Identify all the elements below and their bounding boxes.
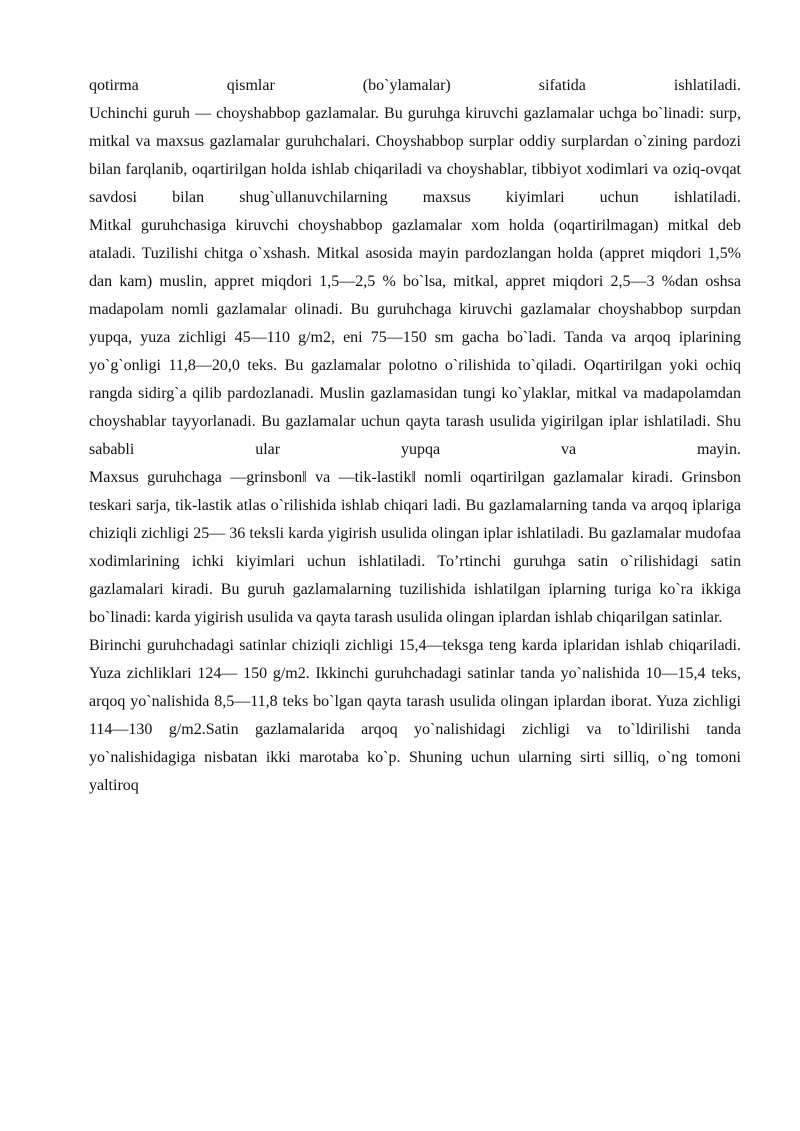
paragraph-4: Maxsus guruhchaga ―grinsbon‖ va ―tik-lastik‖ nomli oqartirilgan gazlamalar kiradi. Grinsbon teskari sarja, tik-lastik atlas o`rilishida ishlab chiqari ladi. Bu gazlamalarning tanda va arqoq iplariga chiziqli zichligi 25— 36 teksli karda yigirish usulida olingan iplar ishlatiladi. Bu gazlamalar mudofaa xodimlarining ichki kiyimlari uchun ishlatiladi. To’rtinchi guruhga satin o`rilishidagi satin gazlamalari kiradi. Bu guruh gazlamalarning tuzilishida ishlatilgan iplarning turiga ko`ra ikkiga bo`linadi: karda yigirish usulida va qayta tarash usulida olingan iplardan ishlab chiqarilgan satinlar. <box>89 469 741 626</box>
paragraph-3: Mitkal guruhchasiga kiruvchi choyshabbop gazlamalar xom holda (oqartirilmagan) mitkal deb ataladi. Tuzilishi chitga o`xshash. Mitkal asosida mayin pardozlangan holda (appret miqdori 1,5% dan kam) muslin, appret miqdori 1,5—2,5 % bo`lsa, mitkal, appret miqdori 2,5—3 %dan oshsa madapolam nomli gazlamalar olinadi. Bu guruhchaga kiruvchi gazlamalar choyshabbop surpdan yupqa, yuza zichligi 45—110 g/m2, eni 75—150 sm gacha bo`ladi. Tanda va arqoq iplarining yo`g`onligi 11,8—20,0 teks. Bu gazlamalar polotno o`rilishida to`qiladi. Oqartirilgan yoki ochiq rangda sidirg`a qilib pardozlanadi. Muslin gazlamasidan tungi ko`ylaklar, mitkal va madapolamdan choyshablar tayyorlanadi. Bu gazlamalar uchun qayta tarash usulida yigirilgan iplar ishlatiladi. Shu sababli ular yupqa va mayin. <box>89 217 741 458</box>
document-page <box>89 72 741 800</box>
paragraph-2: Uchinchi guruh — choyshabbop gazlamalar. Bu guruhga kiruvchi gazlamalar uchga bo`linadi: surp, mitkal va maxsus gazlamalar guruhchalari. Choyshabbop surplar oddiy surplardan o`zining pardozi bilan farqlanib, oqartirilgan holda ishlab chiqariladi va choyshablar, tibbiyot xodimlari va oziq-ovqat savdosi bilan shug`ullanuvchilarning maxsus kiyimlari uchun ishlatiladi. <box>89 105 741 206</box>
paragraph-5: Birinchi guruhchadagi satinlar chiziqli zichligi 15,4—teksga teng karda iplaridan ishlab chiqariladi. Yuza zichliklari 124— 150 g/m2. Ikkinchi guruhchadagi satinlar tanda yo`nalishida 10—15,4 teks, arqoq yo`nalishida 8,5—11,8 teks bo`lgan qayta tarash usulida olingan iplardan iborat. Yuza zichligi 114—130 g/m2.Satin gazlamalarida arqoq yo`nalishidagi zichligi va to`ldirilishi tanda yo`nalishidagiga nisbatan ikki marotaba ko`p. Shuning uchun ularning sirti silliq, o`ng tomoni yaltiroq <box>89 637 741 794</box>
paragraph-1: qotirma qismlar (bo`ylamalar) sifatida ishlatiladi. <box>89 77 741 94</box>
